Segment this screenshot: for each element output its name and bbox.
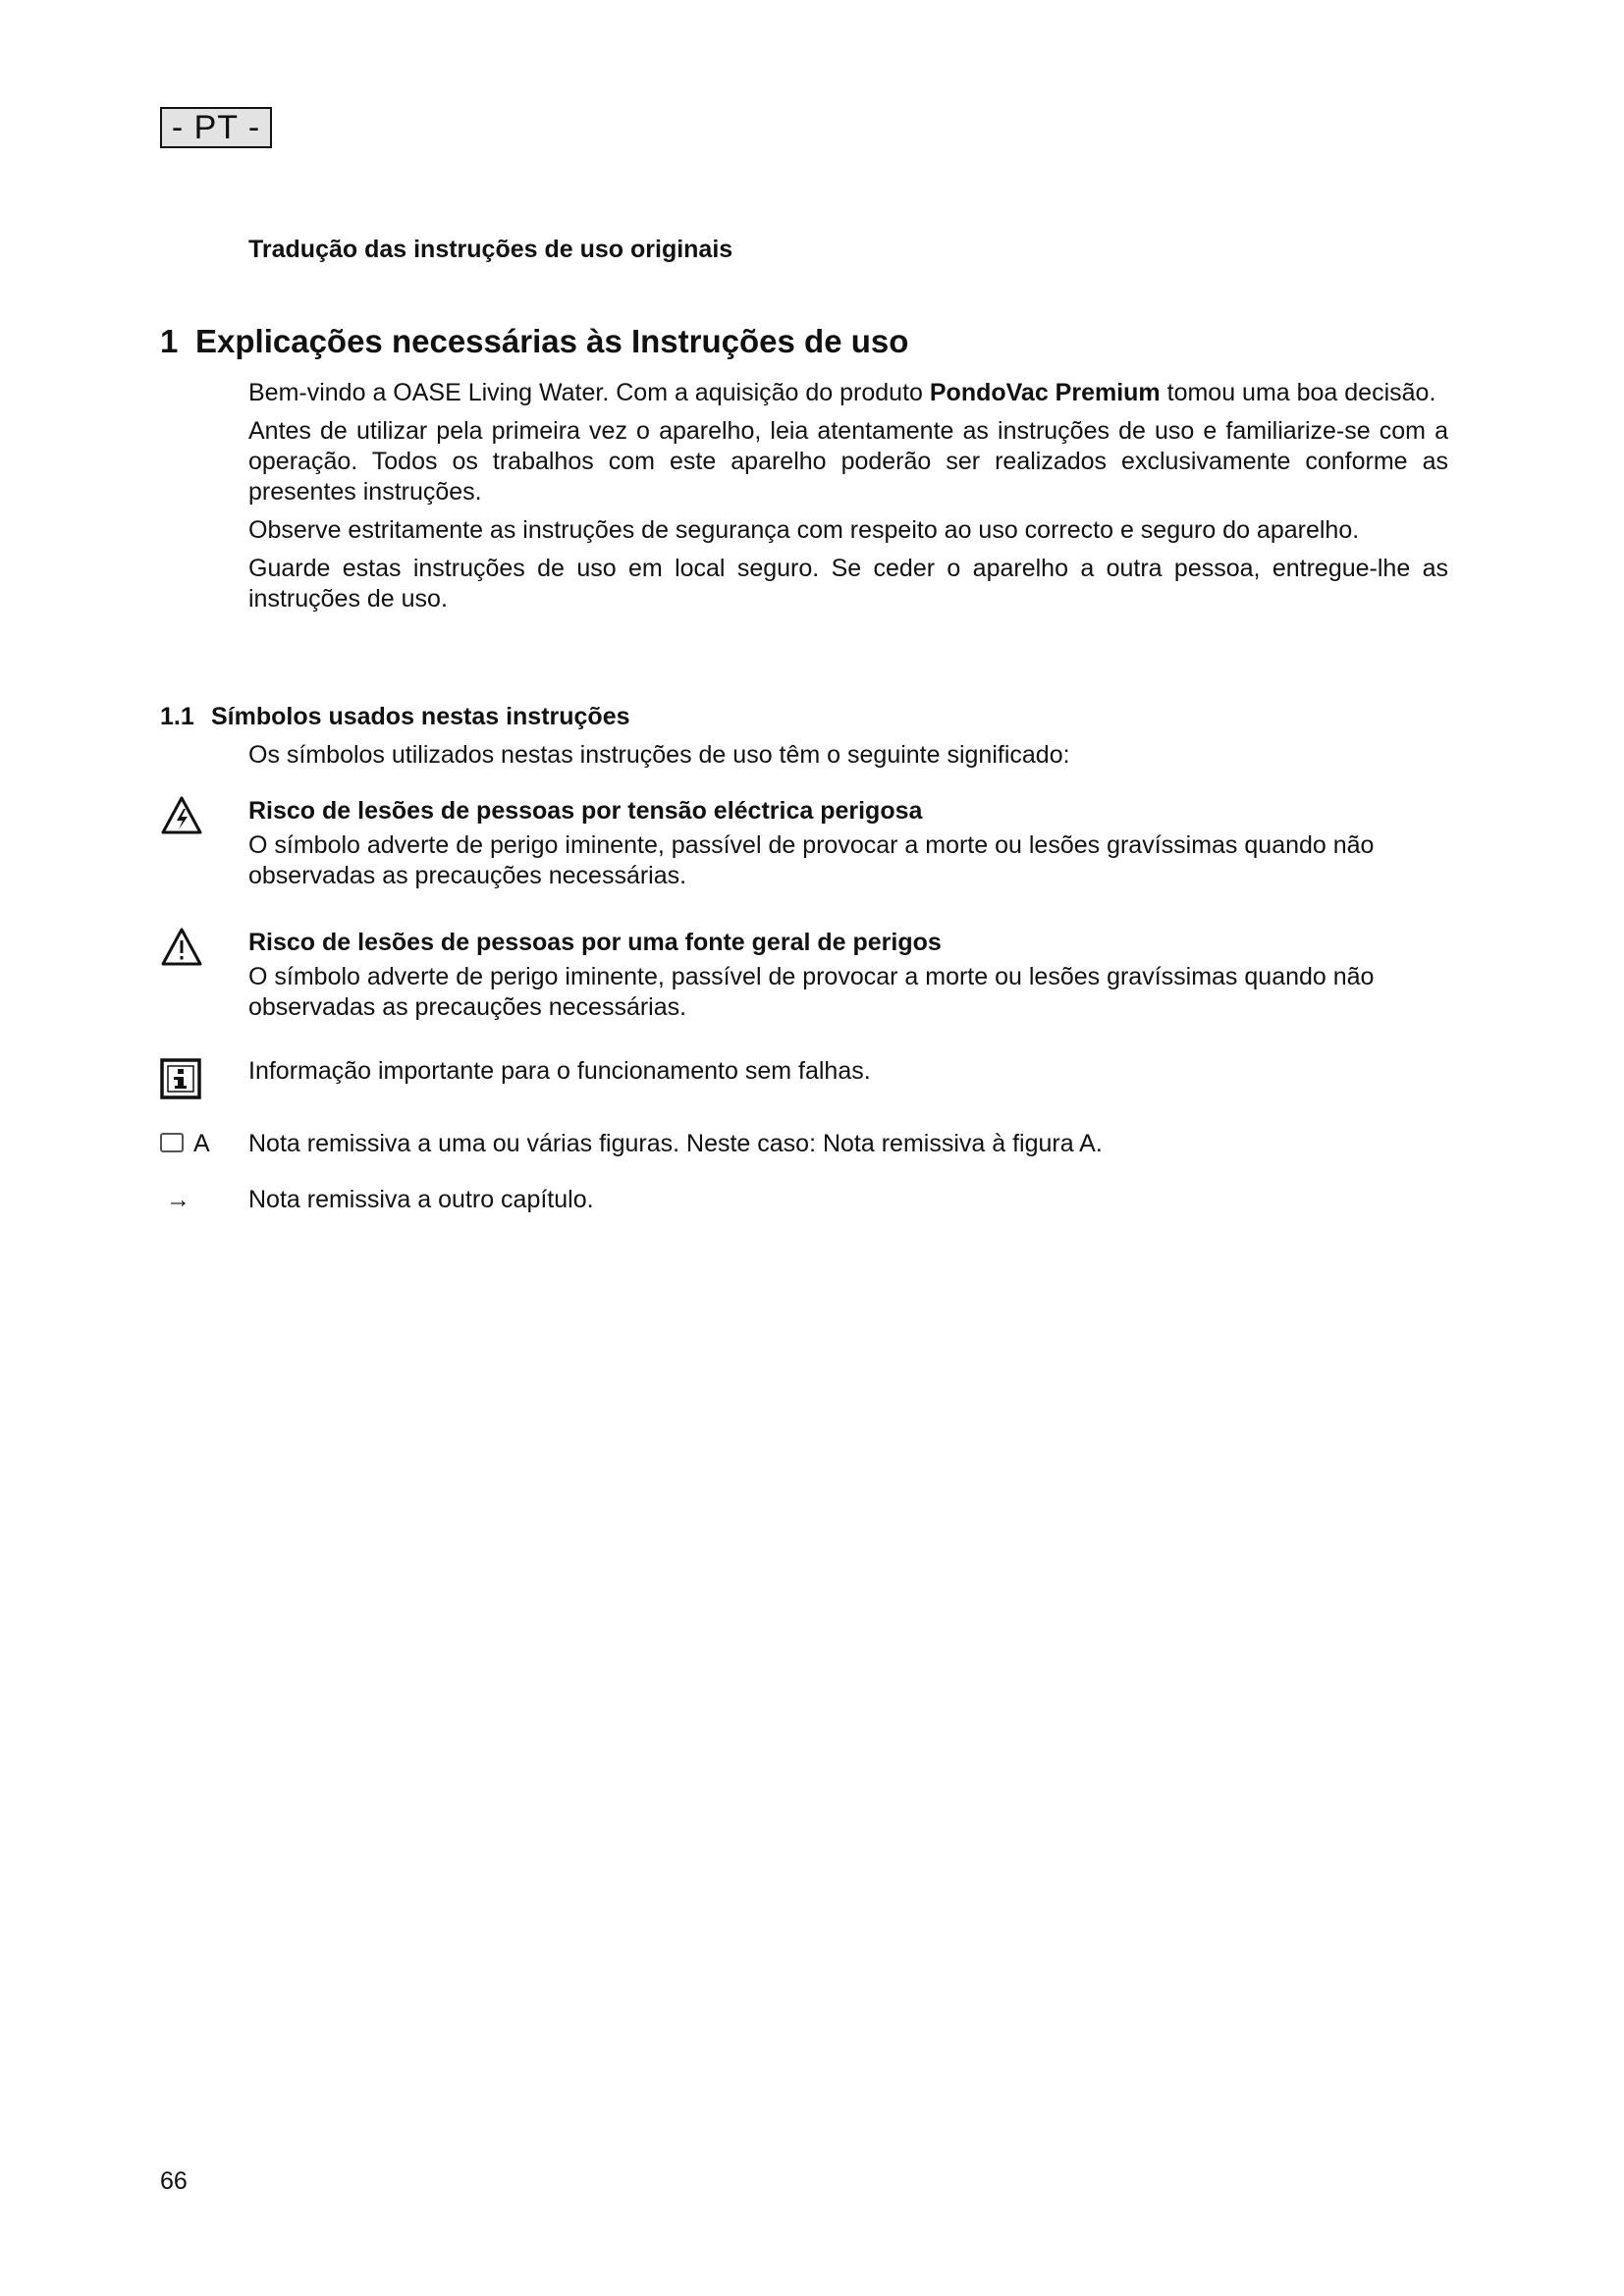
- symbol-description: Nota remissiva a outro capítulo.: [248, 1186, 594, 1213]
- symbol-description: O símbolo adverte de perigo iminente, passível de provocar a morte ou lesões gravíssimas quando não observadas as precauções necessárias.: [248, 831, 1375, 889]
- symbol-description: Informação importante para o funcionamento sem falhas.: [248, 1057, 871, 1085]
- language-tag: - PT -: [160, 107, 272, 148]
- symbol-description: Nota remissiva a uma ou várias figuras. Neste caso: Nota remissiva à figura A.: [248, 1130, 1103, 1157]
- figure-reference-icon: [160, 1129, 210, 1159]
- paragraph-storage: Guarde estas instruções de uso em local seguro. Se ceder o aparelho a outra pessoa, entregue-lhe as instruções de uso.: [248, 555, 1448, 613]
- symbol-description: O símbolo adverte de perigo iminente, passível de provocar a morte ou lesões gravíssimas quando não observadas as precauções necessárias.: [248, 963, 1375, 1021]
- electric-hazard-icon: [160, 795, 203, 841]
- intro-text-end: tomou uma boa decisão.: [1160, 379, 1436, 406]
- paragraph-first-use: Antes de utilizar pela primeira vez o aparelho, leia atentamente as instruções de uso e familiarize-se com a operação. Todos os trabalhos com este aparelho poderão ser realizados exclusivamente conforme as presentes instruções.: [248, 417, 1448, 506]
- info-icon: [160, 1058, 201, 1104]
- section-number: 1: [160, 323, 179, 359]
- figure-label: A: [193, 1130, 210, 1157]
- subsection-number: 1.1: [160, 703, 194, 730]
- section-1-heading: [160, 323, 908, 360]
- section-title: Explicações necessárias às Instruções de uso: [195, 323, 909, 359]
- intro-text: Bem-vindo a OASE Living Water. Com a aquisição do produto: [248, 379, 930, 406]
- intro-paragraph: [248, 378, 1448, 408]
- section-1-body: [248, 378, 1448, 622]
- arrow-right-icon: →: [166, 1186, 190, 1213]
- subsection-title: Símbolos usados nestas instruções: [211, 703, 630, 730]
- product-name: PondoVac Premium: [929, 379, 1161, 406]
- paragraph-safety: Observe estritamente as instruções de segurança com respeito ao uso correcto e seguro do aparelho.: [248, 516, 1360, 544]
- symbol-title: Risco de lesões de pessoas por uma fonte geral de perigos: [248, 929, 942, 956]
- document-subtitle: Tradução das instruções de uso originais: [248, 236, 733, 263]
- section-1-1-heading: [160, 703, 630, 731]
- symbol-title: Risco de lesões de pessoas por tensão eléctrica perigosa: [248, 797, 923, 825]
- page-number: 66: [160, 2167, 188, 2195]
- general-hazard-icon: [160, 927, 203, 973]
- symbols-intro: Os símbolos utilizados nestas instruções de uso têm o seguinte significado:: [248, 741, 1070, 769]
